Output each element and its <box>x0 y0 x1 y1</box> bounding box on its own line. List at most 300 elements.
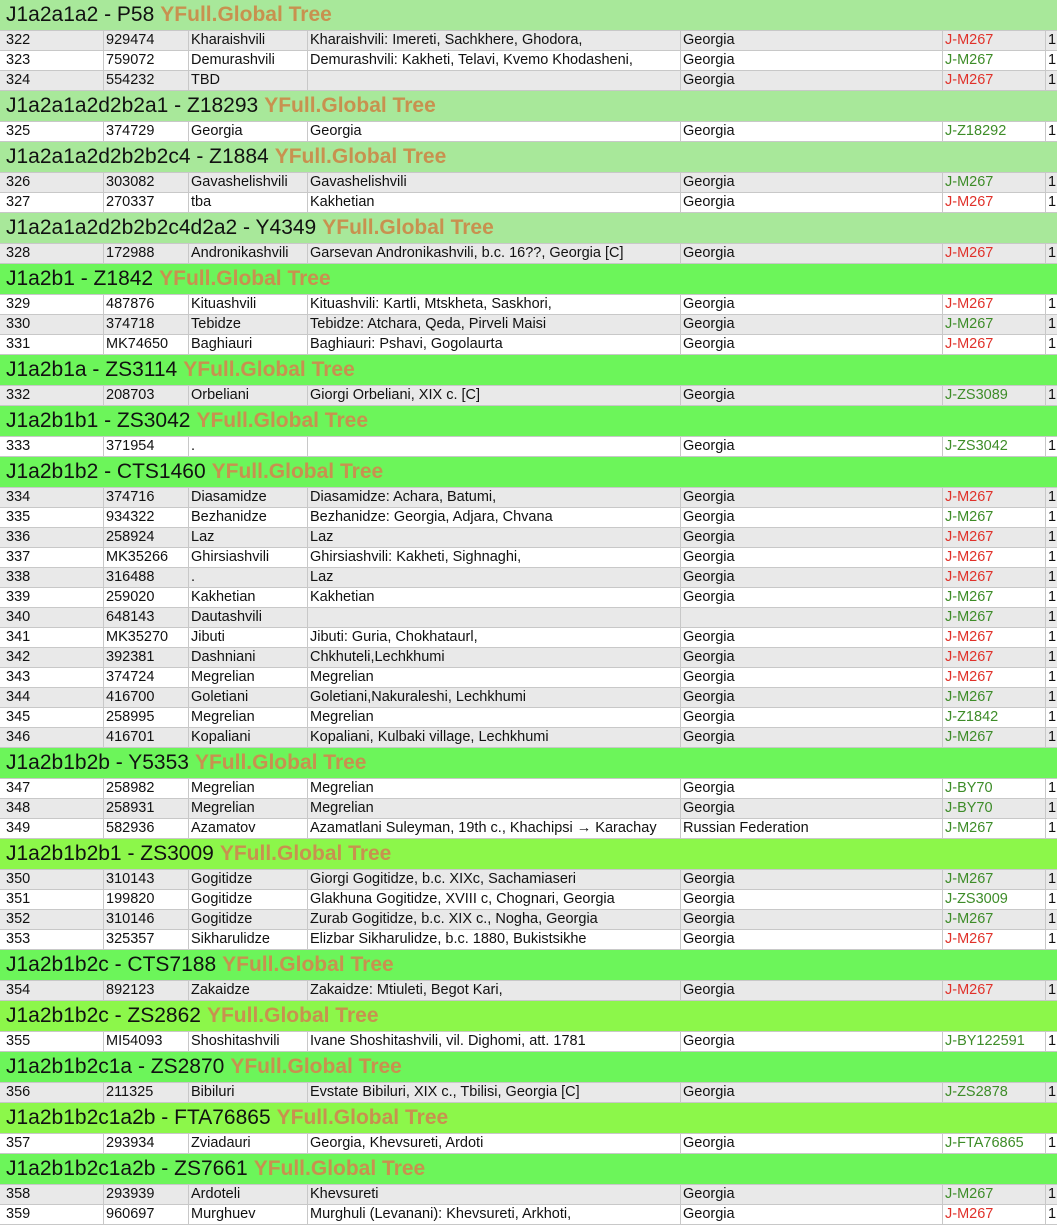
surname-cell: Murghuev <box>188 1205 307 1224</box>
row-number: 348 <box>6 800 31 816</box>
row-number: 329 <box>6 296 31 312</box>
haplogroup-cell[interactable]: J-ZS3042 <box>942 437 1045 456</box>
group-title: J1a2a1a2 - P58 <box>6 3 155 26</box>
country-cell: Georgia <box>680 728 942 747</box>
row-number: 334 <box>6 489 31 505</box>
surname-cell: Bibiluri <box>188 1083 307 1102</box>
table-row <box>0 51 1057 71</box>
ancestor-cell: Glakhuna Gogitidze, XVIII c, Chognari, Georgia <box>307 890 680 909</box>
surname-cell: Megrelian <box>188 799 307 818</box>
country-cell: Georgia <box>680 799 942 818</box>
kit-number: 258995 <box>103 708 188 727</box>
country-cell: Georgia <box>680 1083 942 1102</box>
extra-cell: 1 <box>1045 173 1057 192</box>
kit-number: 258982 <box>103 779 188 798</box>
group-title: J1a2b1b2c - CTS7188 <box>6 953 217 976</box>
surname-cell: Kharaishvili <box>188 31 307 50</box>
country-cell: Russian Federation <box>680 819 942 838</box>
country-cell: Georgia <box>680 1205 942 1224</box>
surname-cell: Tebidze <box>188 315 307 334</box>
yfull-tree-link[interactable]: YFull.Global Tree <box>196 409 369 432</box>
ancestor-cell <box>307 437 680 456</box>
country-cell: Georgia <box>680 870 942 889</box>
row-number: 352 <box>6 911 31 927</box>
ancestor-cell: Megrelian <box>307 779 680 798</box>
group-title: J1a2b1b2c - ZS2862 <box>6 1004 201 1027</box>
surname-cell: tba <box>188 193 307 212</box>
surname-cell: Gogitidze <box>188 890 307 909</box>
table-row <box>0 648 1057 668</box>
table-row <box>0 870 1057 890</box>
kit-number: 374724 <box>103 668 188 687</box>
extra-cell: 1 <box>1045 437 1057 456</box>
surname-cell: Dashniani <box>188 648 307 667</box>
table-row <box>0 386 1057 406</box>
row-number: 341 <box>6 629 31 645</box>
extra-cell: 1 <box>1045 193 1057 212</box>
group-header <box>0 1154 1057 1185</box>
haplogroup-cell[interactable]: J-ZS3009 <box>942 890 1045 909</box>
row-number: 353 <box>6 931 31 947</box>
country-cell: Georgia <box>680 1185 942 1204</box>
surname-cell: Demurashvili <box>188 51 307 70</box>
extra-cell: 1 <box>1045 71 1057 90</box>
haplogroup-cell[interactable]: J-M267 <box>942 588 1045 607</box>
row-number: 340 <box>6 609 31 625</box>
haplogroup-cell[interactable]: J-M267 <box>942 244 1045 263</box>
extra-cell: 1 <box>1045 548 1057 567</box>
ancestor-cell <box>307 71 680 90</box>
haplogroup-cell[interactable]: J-M267 <box>942 728 1045 747</box>
surname-cell: Ardoteli <box>188 1185 307 1204</box>
kit-number: 259020 <box>103 588 188 607</box>
ancestor-cell: Kharaishvili: Imereti, Sachkhere, Ghodora, <box>307 31 680 50</box>
country-cell <box>680 608 942 627</box>
ancestor-cell: Chkhuteli,Lechkhumi <box>307 648 680 667</box>
extra-cell: 1 <box>1045 295 1057 314</box>
kit-number: 310143 <box>103 870 188 889</box>
group-header <box>0 142 1057 173</box>
country-cell: Georgia <box>680 51 942 70</box>
yfull-tree-link[interactable]: YFull.Global Tree <box>160 3 332 26</box>
ancestor-cell: Kakhetian <box>307 588 680 607</box>
table-row <box>0 1032 1057 1052</box>
extra-cell: 1 <box>1045 1032 1057 1051</box>
kit-number: 374729 <box>103 122 188 141</box>
table-row <box>0 548 1057 568</box>
row-number: 325 <box>6 123 31 139</box>
haplogroup-cell[interactable]: J-M267 <box>942 548 1045 567</box>
haplogroup-cell[interactable]: J-ZS2878 <box>942 1083 1045 1102</box>
country-cell: Georgia <box>680 628 942 647</box>
country-cell: Georgia <box>680 648 942 667</box>
surname-cell: Kopaliani <box>188 728 307 747</box>
kit-number: 258924 <box>103 528 188 547</box>
extra-cell: 1 <box>1045 688 1057 707</box>
haplogroup-cell[interactable]: J-M267 <box>942 173 1045 192</box>
haplogroup-cell[interactable]: J-BY122591 <box>942 1032 1045 1051</box>
extra-cell: 1 <box>1045 1205 1057 1224</box>
haplogroup-cell[interactable]: J-M267 <box>942 688 1045 707</box>
country-cell: Georgia <box>680 295 942 314</box>
ancestor-cell: Gavashelishvili <box>307 173 680 192</box>
ancestor-cell: Tebidze: Atchara, Qeda, Pirveli Maisi <box>307 315 680 334</box>
table-row <box>0 31 1057 51</box>
haplogroup-cell[interactable]: J-M267 <box>942 528 1045 547</box>
kit-number: MK35270 <box>103 628 188 647</box>
group-header <box>0 1052 1057 1083</box>
table-row <box>0 779 1057 799</box>
row-number: 323 <box>6 52 31 68</box>
extra-cell: 1 <box>1045 528 1057 547</box>
row-number: 355 <box>6 1033 31 1049</box>
surname-cell: Sikharulidze <box>188 930 307 949</box>
table-row <box>0 930 1057 950</box>
table-row <box>0 910 1057 930</box>
group-title: J1a2a1a2d2b2a1 - Z18293 <box>6 94 259 117</box>
extra-cell: 1 <box>1045 568 1057 587</box>
row-number: 327 <box>6 194 31 210</box>
haplogroup-cell[interactable]: J-M267 <box>942 71 1045 90</box>
ancestor-cell: Demurashvili: Kakheti, Telavi, Kvemo Khodasheni, <box>307 51 680 70</box>
table-row <box>0 193 1057 213</box>
group-title: J1a2a1a2d2b2b2c4 - Z1884 <box>6 145 269 168</box>
yfull-tree-link[interactable]: YFull.Global Tree <box>253 1157 426 1180</box>
table-row <box>0 71 1057 91</box>
extra-cell: 1 <box>1045 819 1057 838</box>
ancestor-cell: Evstate Bibiluri, XIX c., Tbilisi, Georgia [C] <box>307 1083 680 1102</box>
kit-number: MK74650 <box>103 335 188 354</box>
table-row <box>0 335 1057 355</box>
row-number: 324 <box>6 72 31 88</box>
extra-cell: 1 <box>1045 1083 1057 1102</box>
country-cell: Georgia <box>680 890 942 909</box>
surname-cell: Zviadauri <box>188 1134 307 1153</box>
haplogroup-cell[interactable]: J-M267 <box>942 819 1045 838</box>
haplogroup-cell[interactable]: J-M267 <box>942 51 1045 70</box>
extra-cell: 1 <box>1045 628 1057 647</box>
row-number: 349 <box>6 820 31 836</box>
extra-cell: 1 <box>1045 668 1057 687</box>
haplogroup-cell[interactable]: J-Z18292 <box>942 122 1045 141</box>
haplogroup-cell[interactable]: J-M267 <box>942 508 1045 527</box>
extra-cell: 1 <box>1045 779 1057 798</box>
row-number: 326 <box>6 174 31 190</box>
table-row <box>0 568 1057 588</box>
row-number: 356 <box>6 1084 31 1100</box>
surname-cell: Orbeliani <box>188 386 307 405</box>
table-row <box>0 508 1057 528</box>
ancestor-cell: Ghirsiashvili: Kakheti, Sighnaghi, <box>307 548 680 567</box>
row-number: 358 <box>6 1186 31 1202</box>
haplogroup-cell[interactable]: J-ZS3089 <box>942 386 1045 405</box>
kit-number: 293934 <box>103 1134 188 1153</box>
yfull-tree-link[interactable]: YFull.Global Tree <box>322 216 494 239</box>
haplogroup-cell[interactable]: J-FTA76865 <box>942 1134 1045 1153</box>
extra-cell: 1 <box>1045 728 1057 747</box>
table-row <box>0 819 1057 839</box>
yfull-tree-link[interactable]: YFull.Global Tree <box>194 751 367 774</box>
country-cell: Georgia <box>680 910 942 929</box>
yfull-tree-link[interactable]: YFull.Global Tree <box>159 267 331 290</box>
haplogroup-cell[interactable]: J-M267 <box>942 193 1045 212</box>
haplogroup-cell[interactable]: J-M267 <box>942 628 1045 647</box>
haplogroup-cell[interactable]: J-M267 <box>942 930 1045 949</box>
group-header <box>0 748 1057 779</box>
country-cell: Georgia <box>680 668 942 687</box>
table-row <box>0 728 1057 748</box>
surname-cell: Megrelian <box>188 668 307 687</box>
haplogroup-cell[interactable]: J-BY70 <box>942 799 1045 818</box>
table-row <box>0 668 1057 688</box>
country-cell: Georgia <box>680 508 942 527</box>
table-row <box>0 315 1057 335</box>
row-number: 332 <box>6 387 31 403</box>
table-row <box>0 244 1057 264</box>
haplogroup-cell[interactable]: J-Z1842 <box>942 708 1045 727</box>
row-number: 347 <box>6 780 31 796</box>
ancestor-cell: Laz <box>307 568 680 587</box>
country-cell: Georgia <box>680 548 942 567</box>
haplogroup-cell[interactable]: J-M267 <box>942 31 1045 50</box>
table-row <box>0 1205 1057 1225</box>
kit-number: 208703 <box>103 386 188 405</box>
haplogroup-cell[interactable]: J-M267 <box>942 295 1045 314</box>
table-row <box>0 437 1057 457</box>
extra-cell: 1 <box>1045 910 1057 929</box>
country-cell: Georgia <box>680 335 942 354</box>
ancestor-cell: Azamatlani Suleyman, 19th c., Khachipsi → Karachay <box>307 819 680 838</box>
haplogroup-cell[interactable]: J-M267 <box>942 1185 1045 1204</box>
group-title: J1a2a1a2d2b2b2c4d2a2 - Y4349 <box>6 216 317 239</box>
country-cell: Georgia <box>680 588 942 607</box>
kit-number: MI54093 <box>103 1032 188 1051</box>
ancestor-cell: Zakaidze: Mtiuleti, Begot Kari, <box>307 981 680 1000</box>
surname-cell: Zakaidze <box>188 981 307 1000</box>
row-number: 338 <box>6 569 31 585</box>
extra-cell: 1 <box>1045 930 1057 949</box>
kit-number: 554232 <box>103 71 188 90</box>
surname-cell: Laz <box>188 528 307 547</box>
extra-cell: 1 <box>1045 1185 1057 1204</box>
kit-number: MK35266 <box>103 548 188 567</box>
kit-number: 258931 <box>103 799 188 818</box>
row-number: 333 <box>6 438 31 454</box>
extra-cell: 1 <box>1045 588 1057 607</box>
group-header <box>0 0 1057 31</box>
surname-cell: Kituashvili <box>188 295 307 314</box>
extra-cell: 1 <box>1045 488 1057 507</box>
ancestor-cell: Kopaliani, Kulbaki village, Lechkhumi <box>307 728 680 747</box>
country-cell: Georgia <box>680 568 942 587</box>
haplogroup-cell[interactable]: J-M267 <box>942 335 1045 354</box>
kit-number: 325357 <box>103 930 188 949</box>
row-number: 322 <box>6 32 31 48</box>
surname-cell: . <box>188 437 307 456</box>
kit-number: 310146 <box>103 910 188 929</box>
ancestor-cell: Kakhetian <box>307 193 680 212</box>
haplogroup-cell[interactable]: J-M267 <box>942 608 1045 627</box>
row-number: 342 <box>6 649 31 665</box>
row-number: 351 <box>6 891 31 907</box>
yfull-tree-link[interactable]: YFull.Global Tree <box>183 358 355 381</box>
group-header <box>0 839 1057 870</box>
kit-number: 392381 <box>103 648 188 667</box>
kit-number: 199820 <box>103 890 188 909</box>
table-row <box>0 488 1057 508</box>
country-cell: Georgia <box>680 981 942 1000</box>
table-row <box>0 628 1057 648</box>
group-header <box>0 264 1057 295</box>
extra-cell: 1 <box>1045 708 1057 727</box>
country-cell: Georgia <box>680 173 942 192</box>
surname-cell: Gogitidze <box>188 910 307 929</box>
extra-cell: 1 <box>1045 608 1057 627</box>
ancestor-cell: Bezhanidze: Georgia, Adjara, Chvana <box>307 508 680 527</box>
country-cell: Georgia <box>680 244 942 263</box>
surname-cell: Diasamidze <box>188 488 307 507</box>
ancestor-cell: Laz <box>307 528 680 547</box>
kit-number: 960697 <box>103 1205 188 1224</box>
group-header <box>0 355 1057 386</box>
group-title: J1a2b1b2c1a2b - ZS7661 <box>6 1157 248 1180</box>
yfull-tree-link[interactable]: YFull.Global Tree <box>211 460 384 483</box>
table-row <box>0 1083 1057 1103</box>
group-title: J1a2b1 - Z1842 <box>6 267 154 290</box>
kit-number: 582936 <box>103 819 188 838</box>
row-number: 330 <box>6 316 31 332</box>
group-header <box>0 950 1057 981</box>
surname-cell: Dautashvili <box>188 608 307 627</box>
surname-cell: Shoshitashvili <box>188 1032 307 1051</box>
group-title: J1a2b1a - ZS3114 <box>6 358 178 381</box>
yfull-tree-link[interactable]: YFull.Global Tree <box>274 145 447 168</box>
kit-number: 892123 <box>103 981 188 1000</box>
kit-number: 371954 <box>103 437 188 456</box>
table-row <box>0 1185 1057 1205</box>
row-number: 328 <box>6 245 31 261</box>
group-header <box>0 213 1057 244</box>
haplogroup-cell[interactable]: J-M267 <box>942 668 1045 687</box>
country-cell: Georgia <box>680 779 942 798</box>
extra-cell: 1 <box>1045 51 1057 70</box>
ancestor-cell: Megrelian <box>307 708 680 727</box>
ancestor-cell: Georgia <box>307 122 680 141</box>
group-title: J1a2b1b2 - CTS1460 <box>6 460 206 483</box>
haplogroup-cell[interactable]: J-M267 <box>942 488 1045 507</box>
extra-cell: 1 <box>1045 890 1057 909</box>
kit-number: 416700 <box>103 688 188 707</box>
surname-cell: Gavashelishvili <box>188 173 307 192</box>
table-row <box>0 173 1057 193</box>
row-number: 335 <box>6 509 31 525</box>
country-cell: Georgia <box>680 122 942 141</box>
ancestor-cell: Megrelian <box>307 799 680 818</box>
ancestor-cell: Goletiani,Nakuraleshi, Lechkhumi <box>307 688 680 707</box>
country-cell: Georgia <box>680 930 942 949</box>
yfull-tree-link[interactable]: YFull.Global Tree <box>219 842 392 865</box>
country-cell: Georgia <box>680 708 942 727</box>
yfull-tree-link[interactable]: YFull.Global Tree <box>222 953 394 976</box>
ancestor-cell: Murghuli (Levanani): Khevsureti, Arkhoti, <box>307 1205 680 1224</box>
kit-number: 934322 <box>103 508 188 527</box>
table-row <box>0 981 1057 1001</box>
table-row <box>0 122 1057 142</box>
haplogroup-cell[interactable]: J-M267 <box>942 568 1045 587</box>
table-row <box>0 528 1057 548</box>
kit-number: 270337 <box>103 193 188 212</box>
group-header <box>0 1001 1057 1032</box>
row-number: 354 <box>6 982 31 998</box>
table-row <box>0 688 1057 708</box>
haplogroup-cell[interactable]: J-M267 <box>942 315 1045 334</box>
haplogroup-cell[interactable]: J-M267 <box>942 910 1045 929</box>
ancestor-cell: Baghiauri: Pshavi, Gogolaurta <box>307 335 680 354</box>
haplogroup-cell[interactable]: J-M267 <box>942 870 1045 889</box>
kit-number: 416701 <box>103 728 188 747</box>
surname-cell: Andronikashvili <box>188 244 307 263</box>
surname-cell: Goletiani <box>188 688 307 707</box>
ancestor-cell: Megrelian <box>307 668 680 687</box>
surname-cell: Gogitidze <box>188 870 307 889</box>
surname-cell: TBD <box>188 71 307 90</box>
haplogroup-cell[interactable]: J-M267 <box>942 1205 1045 1224</box>
ancestor-cell: Elizbar Sikharulidze, b.c. 1880, Bukistsikhe <box>307 930 680 949</box>
ancestor-cell: Giorgi Gogitidze, b.c. XIXc, Sachamiaseri <box>307 870 680 889</box>
kit-number: 293939 <box>103 1185 188 1204</box>
surname-cell: Megrelian <box>188 779 307 798</box>
surname-cell: Azamatov <box>188 819 307 838</box>
extra-cell: 1 <box>1045 508 1057 527</box>
ancestor-cell: Zurab Gogitidze, b.c. XIX c., Nogha, Georgia <box>307 910 680 929</box>
kit-number: 759072 <box>103 51 188 70</box>
extra-cell: 1 <box>1045 244 1057 263</box>
extra-cell: 1 <box>1045 335 1057 354</box>
yfull-tree-link[interactable]: YFull.Global Tree <box>276 1106 449 1129</box>
kit-number: 929474 <box>103 31 188 50</box>
row-number: 359 <box>6 1206 31 1222</box>
surname-cell: Megrelian <box>188 708 307 727</box>
table-row <box>0 588 1057 608</box>
table-row <box>0 708 1057 728</box>
ancestor-cell: Kituashvili: Kartli, Mtskheta, Saskhori, <box>307 295 680 314</box>
country-cell: Georgia <box>680 193 942 212</box>
group-header <box>0 406 1057 437</box>
surname-cell: Georgia <box>188 122 307 141</box>
kit-number: 487876 <box>103 295 188 314</box>
kit-number: 316488 <box>103 568 188 587</box>
yfull-tree-link[interactable]: YFull.Global Tree <box>264 94 436 117</box>
table-row <box>0 890 1057 910</box>
country-cell: Georgia <box>680 386 942 405</box>
haplogroup-cell[interactable]: J-M267 <box>942 648 1045 667</box>
haplogroup-cell[interactable]: J-BY70 <box>942 779 1045 798</box>
surname-cell: . <box>188 568 307 587</box>
yfull-tree-link[interactable]: YFull.Global Tree <box>206 1004 379 1027</box>
row-number: 337 <box>6 549 31 565</box>
ancestor-cell: Diasamidze: Achara, Batumi, <box>307 488 680 507</box>
row-number: 331 <box>6 336 31 352</box>
row-number: 344 <box>6 689 31 705</box>
row-number: 336 <box>6 529 31 545</box>
row-number: 345 <box>6 709 31 725</box>
country-cell: Georgia <box>680 528 942 547</box>
haplogroup-cell[interactable]: J-M267 <box>942 981 1045 1000</box>
yfull-tree-link[interactable]: YFull.Global Tree <box>230 1055 402 1078</box>
ancestor-cell <box>307 608 680 627</box>
country-cell: Georgia <box>680 71 942 90</box>
ancestor-cell: Garsevan Andronikashvili, b.c. 16??, Georgia [C] <box>307 244 680 263</box>
